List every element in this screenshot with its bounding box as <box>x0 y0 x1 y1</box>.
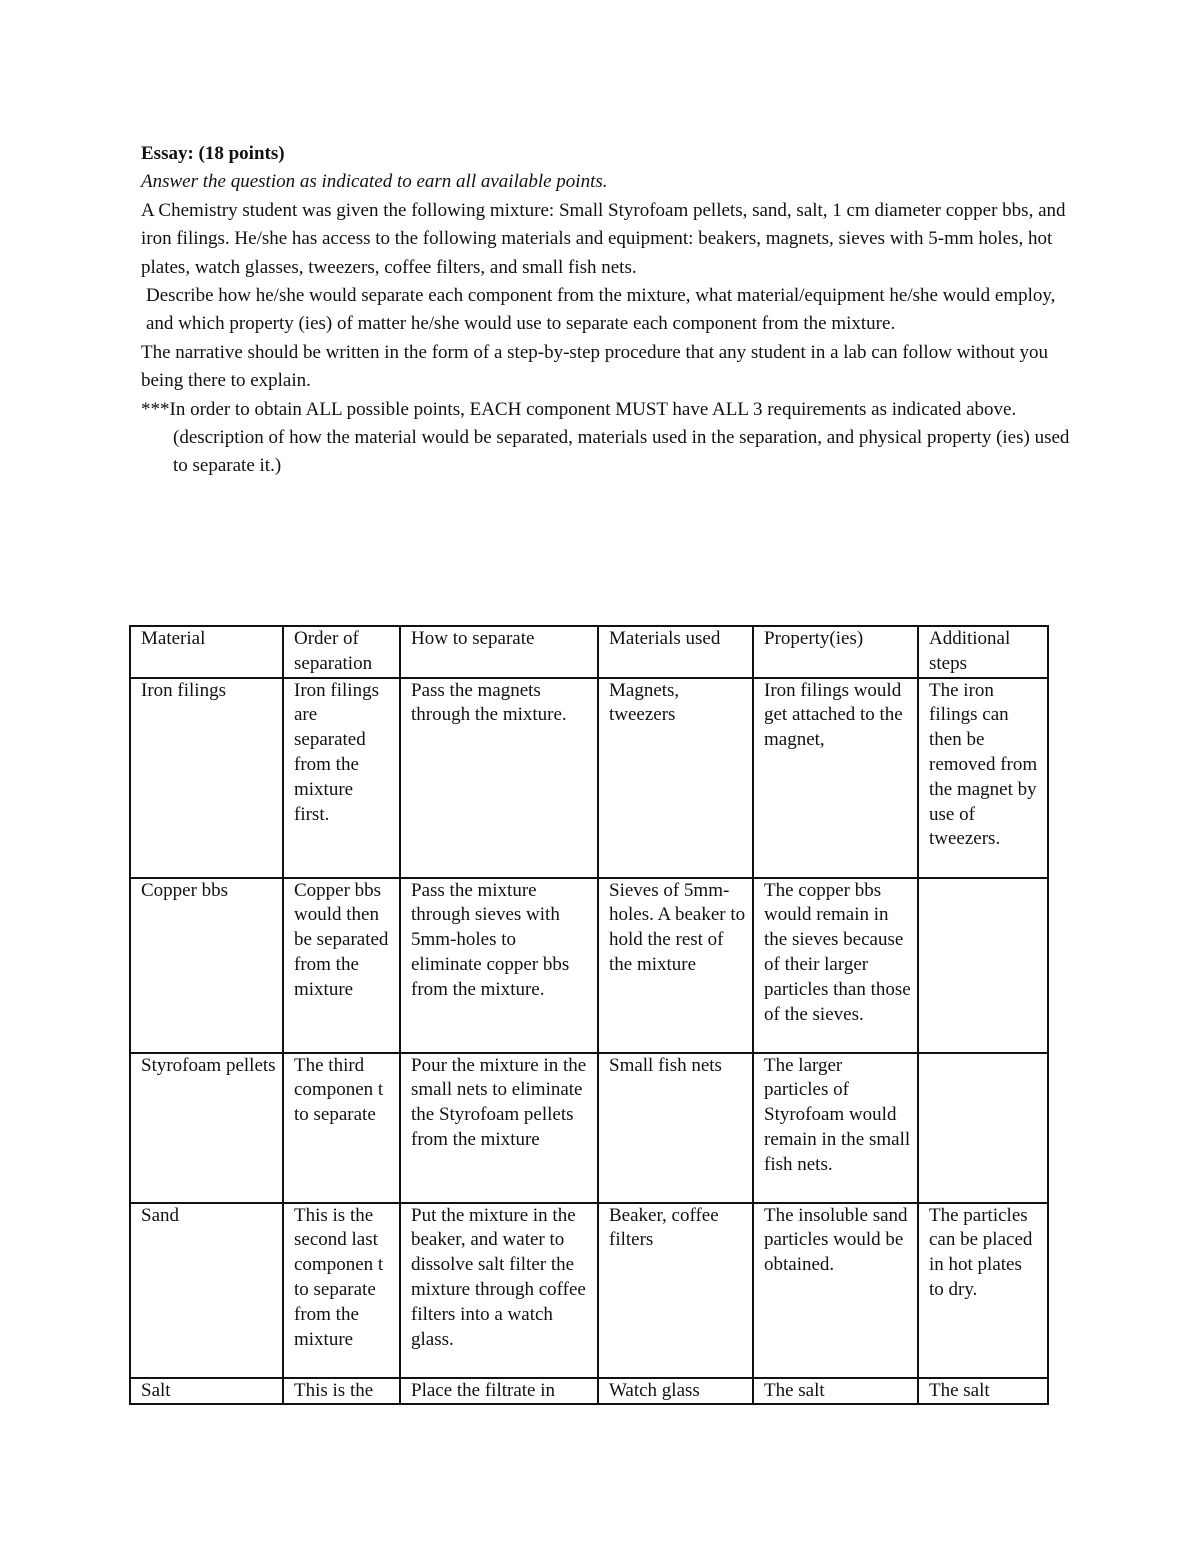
header-additional-steps: Additional steps <box>918 626 1048 678</box>
table-row <box>130 878 1048 1053</box>
table-cell: Pass the magnets through the mixture. <box>400 678 598 878</box>
essay-narrative: The narrative should be written in the form of a step-by-step procedure that any student in a lab can follow without you being there to explain. <box>141 341 1048 392</box>
table-row <box>130 1378 1048 1405</box>
table-cell: Place the filtrate in <box>400 1378 598 1405</box>
header-how: How to separate <box>400 626 598 678</box>
essay-heading: Essay: (18 points) <box>141 143 285 164</box>
table-cell: Put the mixture in the beaker, and water to dissolve salt filter the mixture through coffee filters into a watch glass. <box>400 1203 598 1378</box>
table-header-row <box>130 626 1048 678</box>
table-cell <box>918 878 1048 1053</box>
header-properties: Property(ies) <box>753 626 918 678</box>
table-cell: Salt <box>130 1378 283 1405</box>
table-cell: The third componen t to separate <box>283 1053 400 1203</box>
table-row <box>130 678 1048 878</box>
table-cell <box>918 1053 1048 1203</box>
separation-table <box>129 625 1049 1405</box>
table-cell: This is the <box>283 1378 400 1405</box>
table-cell: The insoluble sand particles would be obtained. <box>753 1203 918 1378</box>
table-cell: Small fish nets <box>598 1053 753 1203</box>
header-materials-used: Materials used <box>598 626 753 678</box>
essay-describe: Describe how he/she would separate each component from the mixture, what material/equipment he/she would employ, and which property (ies) of matter he/she would use to separate each component from the mixture. <box>146 285 1056 335</box>
essay-instruction: Answer the question as indicated to earn all available points. <box>141 171 608 193</box>
table-cell: This is the second last componen t to separate from the mixture <box>283 1203 400 1378</box>
table-row <box>130 1203 1048 1378</box>
table-cell: The salt <box>918 1378 1048 1405</box>
table-cell: Iron filings <box>130 678 283 878</box>
table-cell: The particles can be placed in hot plates to dry. <box>918 1203 1048 1378</box>
table-cell: Pass the mixture through sieves with 5mm-holes to eliminate copper bbs from the mixture. <box>400 878 598 1053</box>
header-order: Order of separation <box>283 626 400 678</box>
table-row <box>130 1053 1048 1203</box>
table-cell: Sieves of 5mm-holes. A beaker to hold the rest of the mixture <box>598 878 753 1053</box>
table-cell: The salt <box>753 1378 918 1405</box>
table-cell: Pour the mixture in the small nets to eliminate the Styrofoam pellets from the mixture <box>400 1053 598 1203</box>
table-cell: Iron filings would get attached to the magnet, <box>753 678 918 878</box>
header-material: Material <box>130 626 283 678</box>
essay-intro: A Chemistry student was given the following mixture: Small Styrofoam pellets, sand, salt, 1 cm diameter copper bbs, and iron filings. He/she has access to the following materials and equipment: beakers, magnets, sieves with 5-mm holes, hot plates, watch glasses, tweezers, coffee filters, and small fish nets. <box>141 199 1066 278</box>
essay-section <box>141 140 1071 481</box>
table-cell: The larger particles of Styrofoam would remain in the small fish nets. <box>753 1053 918 1203</box>
table-cell: Copper bbs <box>130 878 283 1053</box>
table-cell: Watch glass <box>598 1378 753 1405</box>
table-cell: Beaker, coffee filters <box>598 1203 753 1378</box>
essay-requirement: ***In order to obtain ALL possible points, EACH component MUST have ALL 3 requirements as indicated above. (description of how the material would be separated, materials used in the separation, and physical property (ies) used to separate it.) <box>141 398 1070 477</box>
table-cell: Copper bbs would then be separated from the mixture <box>283 878 400 1053</box>
table-cell: Magnets, tweezers <box>598 678 753 878</box>
table-cell: Styrofoam pellets <box>130 1053 283 1203</box>
table-cell: The copper bbs would remain in the sieves because of their larger particles than those of the sieves. <box>753 878 918 1053</box>
table-cell: Sand <box>130 1203 283 1378</box>
table-cell: Iron filings are separated from the mixture first. <box>283 678 400 878</box>
table-cell: The iron filings can then be removed from the magnet by use of tweezers. <box>918 678 1048 878</box>
